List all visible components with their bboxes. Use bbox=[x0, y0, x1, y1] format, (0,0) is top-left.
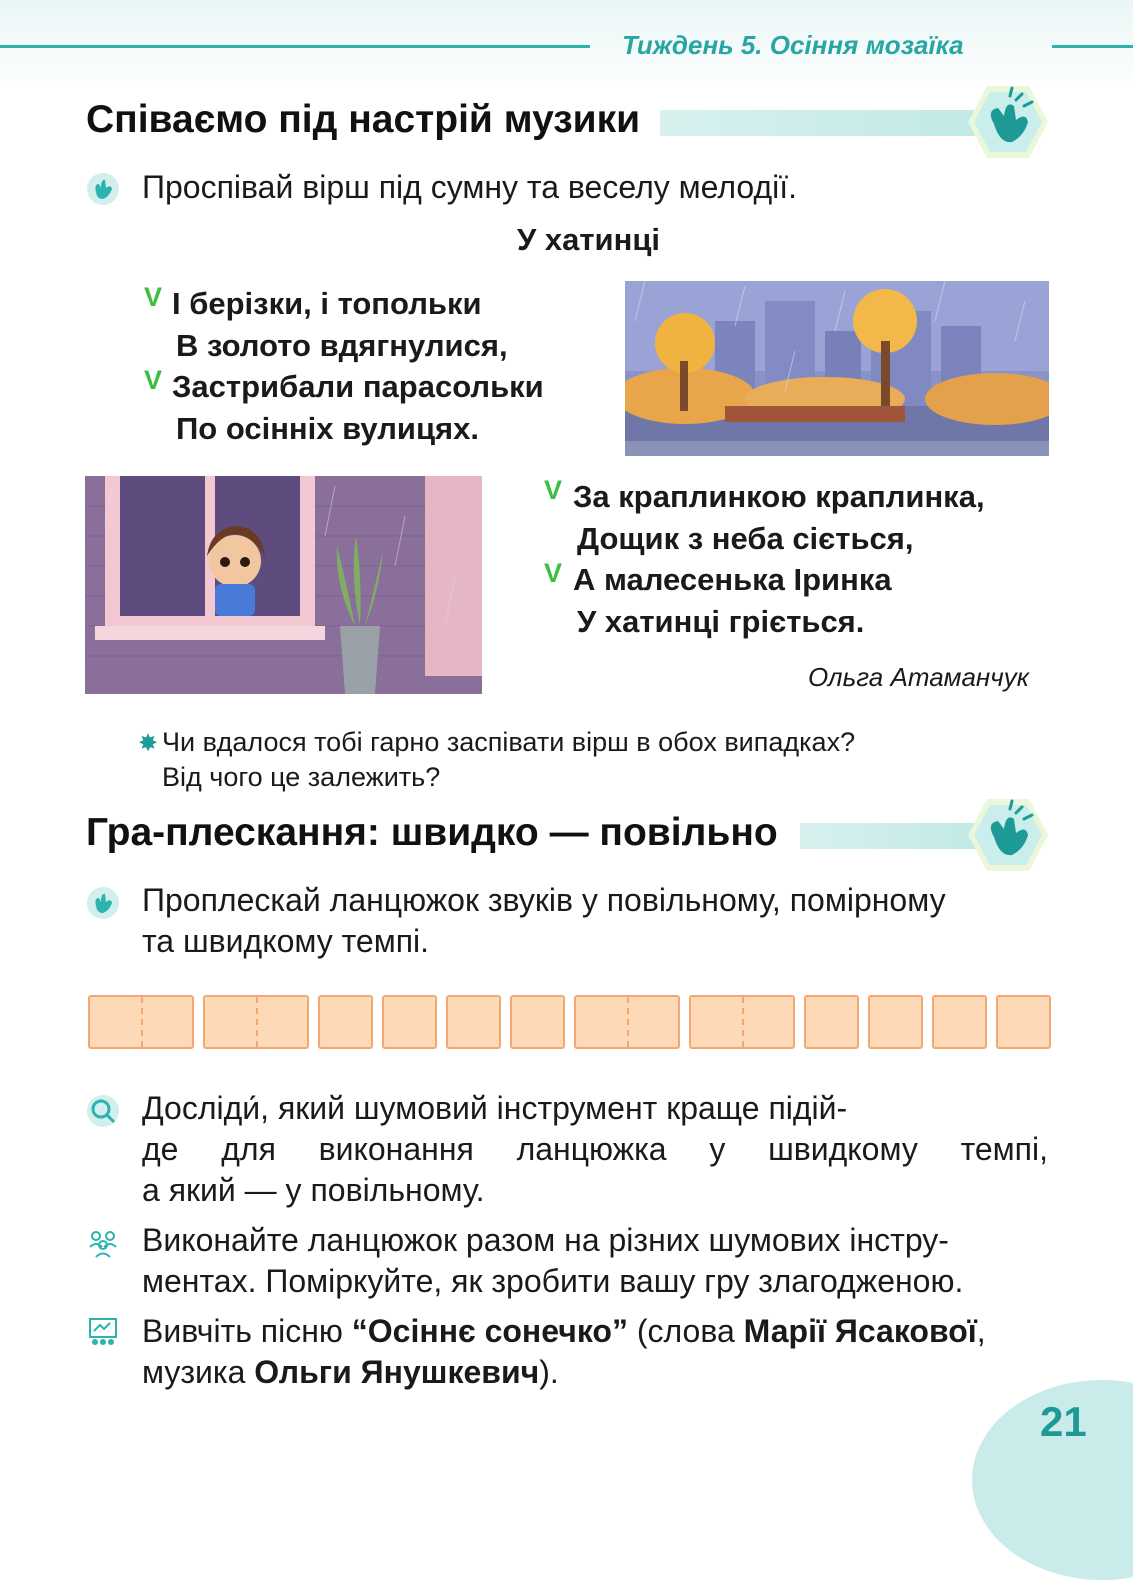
song-lyricist: Марії Ясакової bbox=[743, 1313, 977, 1349]
song-text: , bbox=[976, 1313, 986, 1349]
single-beat-block bbox=[996, 995, 1051, 1049]
song-text: ). bbox=[539, 1354, 559, 1390]
question-line: Чи вдалося тобі гарно заспівати вірш в обох випадках? bbox=[162, 727, 856, 757]
song-composer: Ольги Янушкевич bbox=[254, 1354, 540, 1390]
poem-line: Застрибали парасольки bbox=[172, 369, 544, 404]
poem-line: А малесенька Іринка bbox=[573, 562, 892, 597]
rhythm-blocks bbox=[88, 995, 1046, 1051]
instruction-line: Проплескай ланцюжок звуків у повільному, помірному bbox=[142, 882, 946, 918]
page-number: 21 bbox=[1040, 1398, 1087, 1445]
task-line bbox=[142, 1352, 986, 1393]
poem-line: За краплинкою краплинка, bbox=[573, 479, 985, 514]
section-title: Гра-плескання: швидко — повільно bbox=[86, 811, 778, 854]
girl-at-window-illustration bbox=[85, 476, 482, 694]
task-explore bbox=[142, 1088, 1048, 1211]
check-mark: V bbox=[544, 475, 563, 505]
section-title-bar bbox=[660, 110, 1000, 136]
single-beat-block bbox=[510, 995, 565, 1049]
hand-icon bbox=[86, 886, 120, 920]
task-group bbox=[142, 1220, 963, 1302]
single-beat-block bbox=[446, 995, 501, 1049]
double-beat-block bbox=[574, 995, 680, 1049]
poem-author: Ольга Атаманчук bbox=[808, 662, 1029, 692]
star-icon: ✸ bbox=[138, 730, 159, 757]
single-beat-block bbox=[932, 995, 987, 1049]
poem-line: І берізки, і топольки bbox=[172, 286, 482, 321]
reflection-question bbox=[162, 725, 855, 795]
beat-divider bbox=[627, 997, 629, 1047]
single-beat-block bbox=[382, 995, 437, 1049]
single-beat-block bbox=[868, 995, 923, 1049]
header-divider-right bbox=[1052, 45, 1133, 48]
task-line: де для виконання ланцюжка у швидкому темпі, bbox=[142, 1131, 1048, 1167]
song-text: (слова bbox=[627, 1313, 744, 1349]
song-title: “Осіннє сонечко” bbox=[351, 1313, 628, 1349]
task-line: а який — у повільному. bbox=[142, 1172, 485, 1208]
check-mark: V bbox=[144, 282, 163, 312]
poem-line: У хатинці гріється. bbox=[577, 604, 865, 639]
poem-line: В золото вдягнулися, bbox=[176, 328, 508, 363]
hand-icon bbox=[86, 172, 120, 206]
poem-title: У хатинці bbox=[517, 222, 661, 257]
task-line: Виконайте ланцюжок разом на різних шумових інстру- bbox=[142, 1222, 949, 1258]
instruction-line: та швидкому темпі. bbox=[142, 923, 430, 959]
clapping-hands-icon bbox=[966, 793, 1050, 877]
magnifier-icon bbox=[86, 1094, 120, 1128]
task-song bbox=[142, 1311, 986, 1393]
task-line bbox=[142, 1311, 986, 1352]
instruction-clap bbox=[142, 880, 946, 962]
group-icon bbox=[86, 1225, 120, 1259]
beat-divider bbox=[742, 997, 744, 1047]
autumn-park-illustration bbox=[625, 281, 1049, 456]
double-beat-block bbox=[689, 995, 795, 1049]
check-mark: V bbox=[144, 365, 163, 395]
task-line: Досліди́, який шумовий інструмент краще підій- bbox=[142, 1090, 848, 1126]
poem-line: Дощик з неба сіється, bbox=[577, 521, 914, 556]
beat-divider bbox=[256, 997, 258, 1047]
beat-divider bbox=[141, 997, 143, 1047]
instruction-sing: Проспівай вірш під сумну та веселу мелодії. bbox=[142, 169, 798, 205]
task-line: ментах. Поміркуйте, як зробити вашу гру злагодженою. bbox=[142, 1263, 964, 1299]
section-title: Співаємо під настрій музики bbox=[86, 98, 641, 141]
poem-line: По осінніх вулицях. bbox=[176, 411, 479, 446]
song-text: Вивчіть пісню bbox=[142, 1313, 352, 1349]
teacher-board-icon bbox=[86, 1316, 120, 1350]
double-beat-block bbox=[88, 995, 194, 1049]
double-beat-block bbox=[203, 995, 309, 1049]
page-header-title: Тиждень 5. Осіння мозаїка bbox=[622, 30, 964, 60]
song-text: музика bbox=[142, 1354, 255, 1390]
single-beat-block bbox=[318, 995, 373, 1049]
question-line: Від чого це залежить? bbox=[162, 762, 441, 792]
check-mark: V bbox=[544, 558, 563, 588]
single-beat-block bbox=[804, 995, 859, 1049]
clapping-hands-icon bbox=[966, 80, 1050, 164]
header-divider-left bbox=[0, 45, 590, 48]
